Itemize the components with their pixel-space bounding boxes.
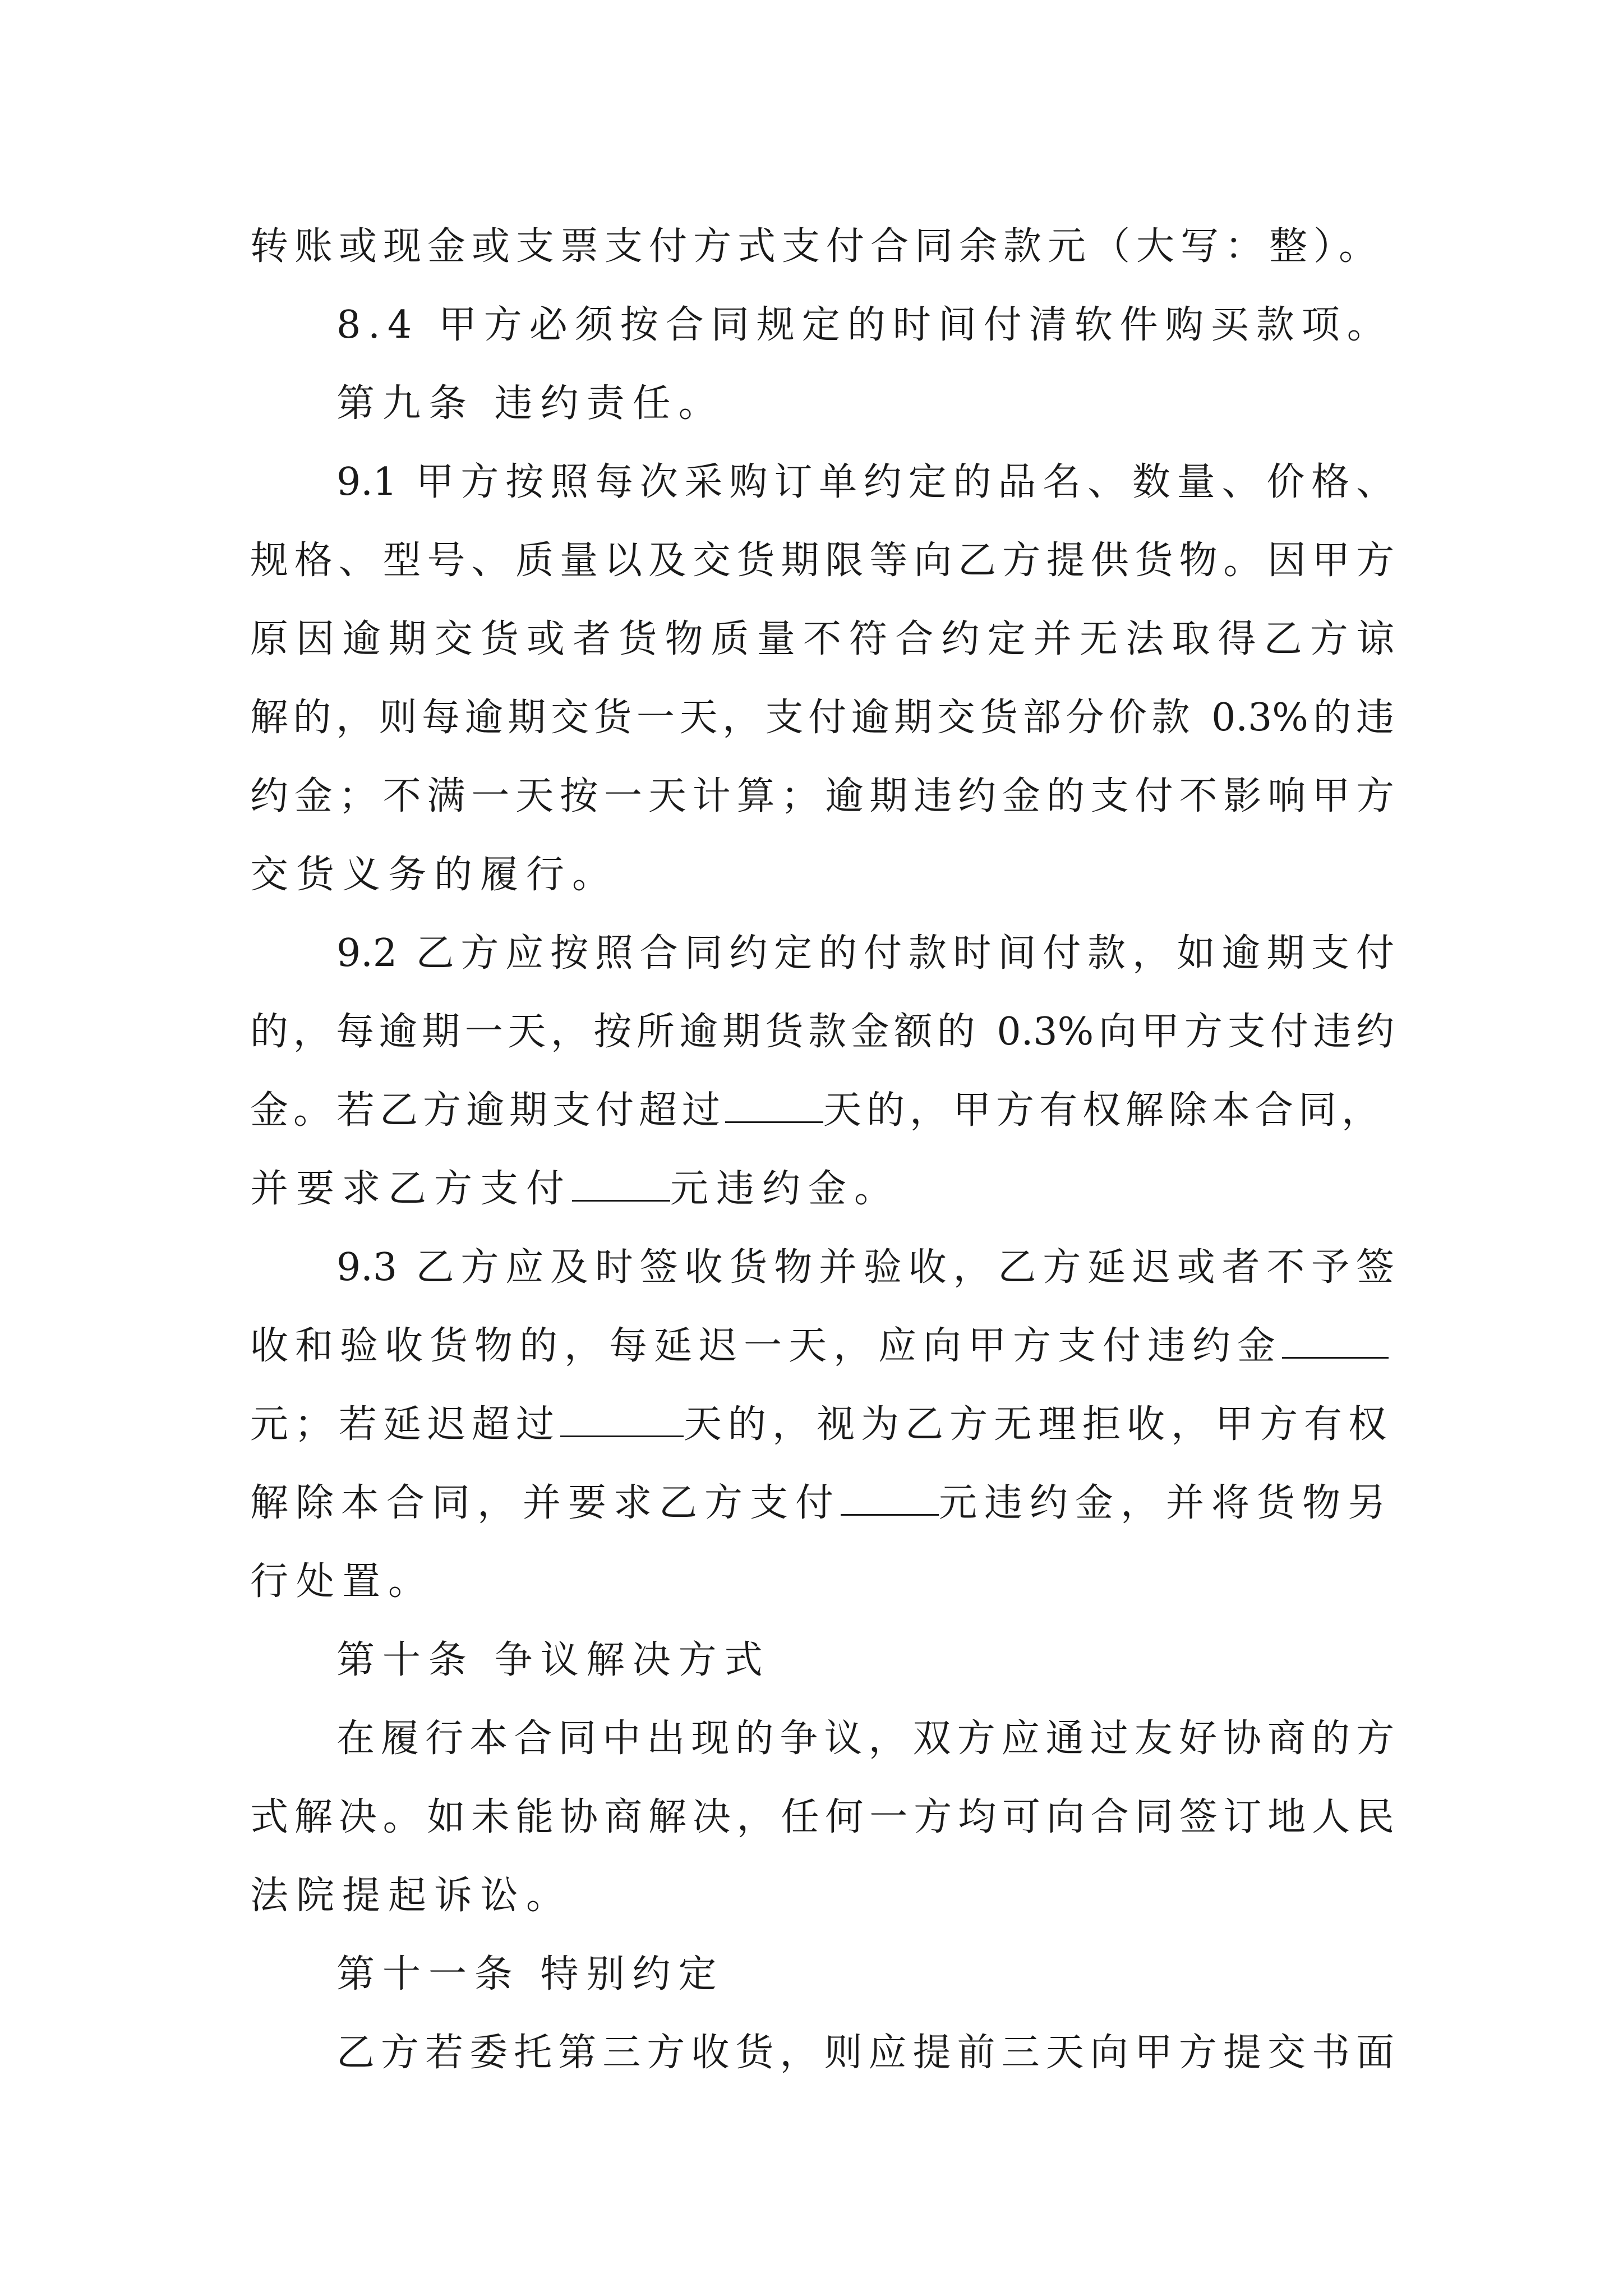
text-line: 9.2 乙方应按照合同约定的付款时间付款，如逾期支付 <box>336 931 1394 976</box>
text-line: 转账或现金或支票支付方式支付合同余款元（大写：整）。 <box>250 224 1384 269</box>
section-heading: 第十一条 特别约定 <box>336 1952 725 1996</box>
text-line: 的，每逾期一天，按所逾期货款金额的 0.3%向甲方支付违约 <box>250 1010 1394 1054</box>
text-line: 乙方若委托第三方收货，则应提前三天向甲方提交书面 <box>336 2031 1394 2075</box>
text-segment: 解除本合同，并要求乙方支付 <box>250 1481 841 1525</box>
text-line: 行处置。 <box>250 1559 435 1604</box>
section-heading: 第九条 违约责任。 <box>336 381 725 426</box>
text-line: 9.1 甲方按照每次采购订单约定的品名、数量、价格、 <box>336 460 1394 504</box>
fill-in-blank <box>841 1480 939 1516</box>
text-line: 在履行本合同中出现的争议，双方应通过友好协商的方 <box>336 1717 1394 1761</box>
text-line: 交货义务的履行。 <box>250 853 619 897</box>
text-line: 8.4 甲方必须按合同规定的时间付清软件购买款项。 <box>336 303 1393 347</box>
fill-in-blank <box>725 1087 823 1123</box>
text-segment: 天的，视为乙方无理拒收，甲方有权 <box>684 1402 1393 1447</box>
text-segment: 天的，甲方有权解除本合同， <box>823 1088 1385 1133</box>
text-segment: 元违约金。 <box>670 1167 901 1211</box>
text-line: 法院提起诉讼。 <box>250 1874 573 1918</box>
text-line <box>250 1464 1394 1543</box>
text-segment: 元违约金，并将货物另 <box>939 1481 1394 1525</box>
text-line: 式解决。如未能协商解决，任何一方均可向合同签订地人民 <box>250 1795 1394 1839</box>
text-line <box>250 1386 1394 1464</box>
text-line <box>250 1307 1394 1386</box>
text-line: 规格、型号、质量以及交货期限等向乙方提供货物。因甲方 <box>250 539 1394 583</box>
text-line: 9.3 乙方应及时签收货物并验收，乙方延迟或者不予签 <box>336 1245 1394 1290</box>
text-segment: 金。若乙方逾期支付超过 <box>250 1088 726 1133</box>
text-line: 约金；不满一天按一天计算；逾期违约金的支付不影响甲方 <box>250 774 1394 818</box>
text-segment: 收和验收货物的，每延迟一天，应向甲方支付违约金 <box>250 1324 1283 1368</box>
section-heading: 第十条 争议解决方式 <box>336 1638 771 1682</box>
text-segment: 元；若延迟超过 <box>250 1402 561 1447</box>
fill-in-blank <box>1282 1323 1389 1359</box>
text-line: 解的，则每逾期交货一天，支付逾期交货部分价款 0.3%的违 <box>250 696 1394 740</box>
text-line <box>250 1071 1394 1150</box>
fill-in-blank <box>572 1166 670 1202</box>
text-segment: 并要求乙方支付 <box>250 1167 573 1211</box>
text-line <box>250 1150 1394 1228</box>
text-line: 原因逾期交货或者货物质量不符合约定并无法取得乙方谅 <box>250 617 1394 661</box>
fill-in-blank <box>560 1401 684 1437</box>
